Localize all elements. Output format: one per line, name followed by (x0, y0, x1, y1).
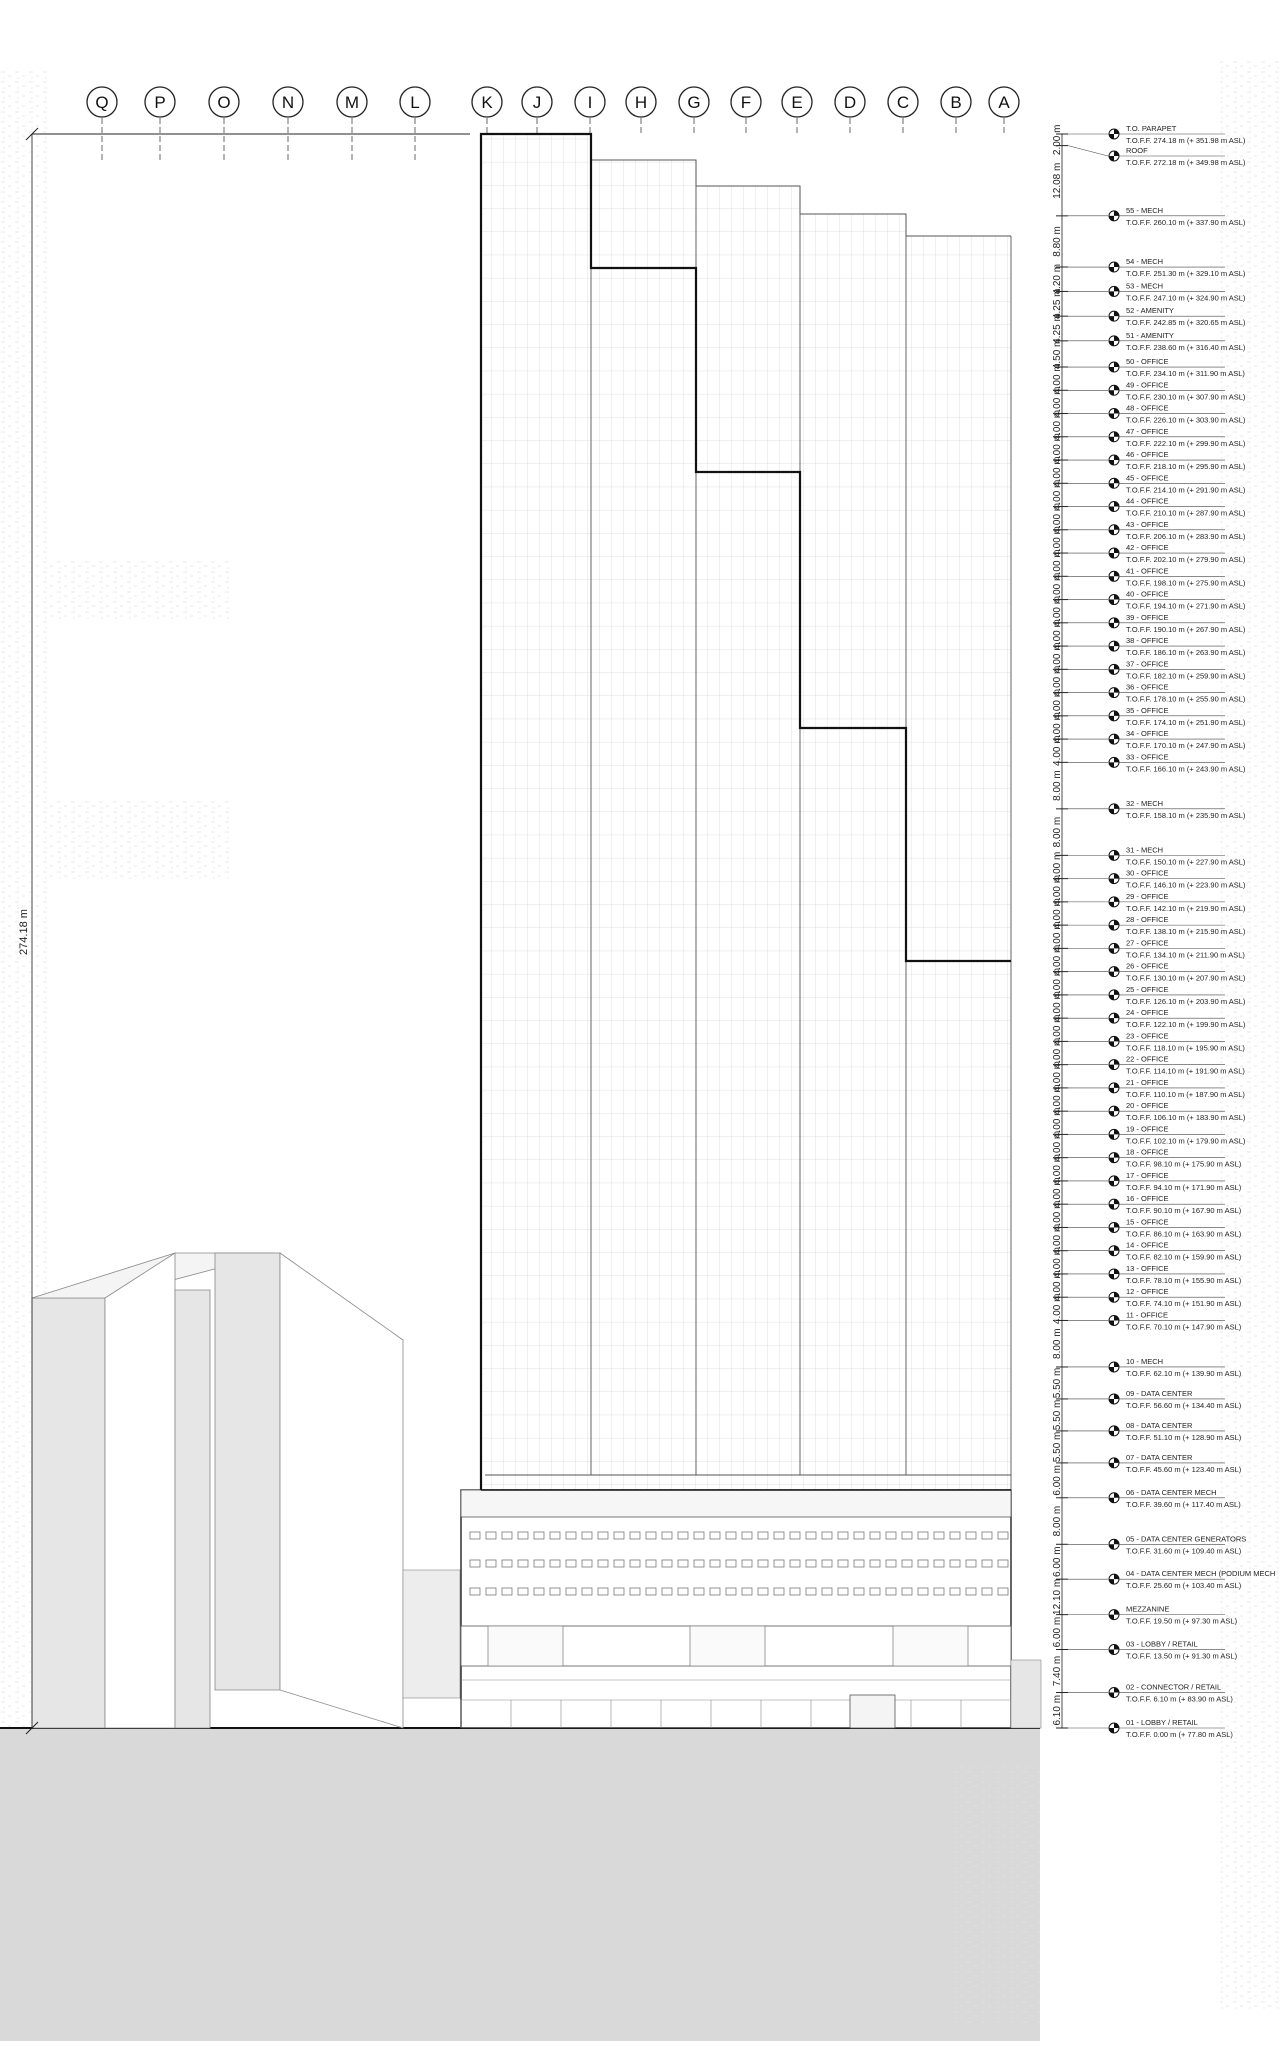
level-elevation: T.O.F.F. 198.10 m (+ 275.90 m ASL) (1126, 578, 1246, 588)
level-name: 07 - DATA CENTER (1126, 1452, 1193, 1462)
level-elevation: T.O.F.F. 274.18 m (+ 351.98 m ASL) (1126, 136, 1246, 145)
level-elevation: T.O.F.F. 210.10 m (+ 287.90 m ASL) (1126, 508, 1246, 518)
level-dimension: 4.00 m (1052, 363, 1063, 394)
level-dimension: 4.00 m (1052, 898, 1063, 929)
grid-label: K (481, 93, 493, 112)
level-name: 09 - DATA CENTER (1126, 1388, 1193, 1398)
level-name: ROOF (1126, 146, 1148, 155)
grid-bubble-e (782, 87, 812, 134)
level-dimension: 4.00 m (1052, 1270, 1063, 1301)
level-dimension: 4.00 m (1052, 526, 1063, 557)
grid-label: L (410, 93, 420, 112)
level-marker (1052, 206, 1246, 257)
level-elevation: T.O.F.F. 126.10 m (+ 203.90 m ASL) (1126, 996, 1246, 1006)
level-elevation: T.O.F.F. 39.60 m (+ 117.40 m ASL) (1126, 1499, 1241, 1509)
level-elevation: T.O.F.F. 62.10 m (+ 139.90 m ASL) (1126, 1368, 1242, 1378)
grid-label: F (740, 93, 752, 112)
level-name: 45 - OFFICE (1126, 473, 1169, 483)
grid-bubble-i (575, 87, 605, 134)
level-elevation: T.O.F.F. 142.10 m (+ 219.90 m ASL) (1126, 903, 1246, 913)
level-name: 31 - MECH (1126, 845, 1164, 855)
level-dimension: 4.00 m (1052, 1293, 1063, 1325)
level-dimension: 4.00 m (1052, 479, 1063, 511)
grid-bubble-f (731, 87, 761, 134)
level-elevation: T.O.F.F. 56.60 m (+ 134.40 m ASL) (1126, 1400, 1242, 1410)
level-name: MEZZANINE (1126, 1604, 1170, 1614)
level-elevation: T.O.F.F. 272.18 m (+ 349.98 m ASL) (1126, 158, 1246, 167)
level-dimension: 4.00 m (1052, 921, 1063, 953)
level-name: 08 - DATA CENTER (1126, 1420, 1193, 1430)
level-name: T.O. PARAPET (1126, 124, 1177, 133)
grid-bubble-d (835, 87, 865, 134)
level-elevation: T.O.F.F. 150.10 m (+ 227.90 m ASL) (1126, 857, 1246, 867)
level-elevation: T.O.F.F. 194.10 m (+ 271.90 m ASL) (1126, 601, 1246, 611)
level-dimension: 4.00 m (1052, 665, 1063, 697)
level-elevation: T.O.F.F. 170.10 m (+ 247.90 m ASL) (1126, 741, 1246, 751)
grid-bubble-a (989, 87, 1019, 134)
level-name: 27 - OFFICE (1126, 938, 1169, 948)
level-dimension: 8.00 m (1052, 1328, 1063, 1360)
level-name: 39 - OFFICE (1126, 612, 1169, 622)
level-name: 43 - OFFICE (1126, 519, 1169, 529)
level-marker (1052, 124, 1246, 155)
level-name: 47 - OFFICE (1126, 426, 1169, 436)
level-elevation: T.O.F.F. 102.10 m (+ 179.90 m ASL) (1126, 1136, 1246, 1146)
level-dimension: 4.00 m (1052, 1247, 1063, 1278)
level-elevation: T.O.F.F. 214.10 m (+ 291.90 m ASL) (1126, 485, 1246, 495)
level-elevation: T.O.F.F. 82.10 m (+ 159.90 m ASL) (1126, 1252, 1242, 1262)
level-dimension: 4.00 m (1052, 1037, 1063, 1069)
level-elevation: T.O.F.F. 94.10 m (+ 171.90 m ASL) (1126, 1182, 1242, 1192)
level-dimension: 8.80 m (1052, 226, 1063, 257)
level-elevation: T.O.F.F. 202.10 m (+ 279.90 m ASL) (1126, 555, 1246, 565)
level-dimension: 4.25 m (1052, 313, 1063, 344)
entrance-door (850, 1695, 895, 1728)
neighbor-building (32, 1298, 105, 1728)
grid-bubble-g (679, 87, 709, 134)
grid-label: E (791, 93, 803, 112)
level-dimension: 4.50 m (1052, 338, 1063, 370)
level-name: 12 - OFFICE (1126, 1287, 1169, 1297)
level-name: 02 - CONNECTOR / RETAIL (1126, 1682, 1222, 1692)
level-dimension: 8.00 m (1052, 770, 1063, 801)
podium (461, 1490, 1041, 1728)
level-name: 50 - OFFICE (1126, 357, 1169, 367)
level-name: 54 - MECH (1126, 257, 1164, 267)
level-elevation: T.O.F.F. 45.60 m (+ 123.40 m ASL) (1126, 1464, 1242, 1474)
level-dimension: 4.25 m (1052, 288, 1063, 320)
level-name: 30 - OFFICE (1126, 868, 1169, 878)
grid-label: P (154, 93, 166, 112)
level-dimension: 4.00 m (1052, 502, 1063, 534)
level-elevation: T.O.F.F. 130.10 m (+ 207.90 m ASL) (1126, 973, 1246, 983)
level-elevation: T.O.F.F. 114.10 m (+ 191.90 m ASL) (1126, 1066, 1245, 1076)
level-name: 40 - OFFICE (1126, 589, 1169, 599)
level-elevation: T.O.F.F. 98.10 m (+ 175.90 m ASL) (1126, 1159, 1242, 1169)
level-elevation: T.O.F.F. 178.10 m (+ 255.90 m ASL) (1126, 694, 1246, 704)
level-dimension: 4.00 m (1052, 456, 1063, 487)
level-name: 21 - OFFICE (1126, 1077, 1169, 1087)
level-name: 04 - DATA CENTER MECH (PODIUM MECH (1126, 1569, 1276, 1579)
level-name: 10 - MECH (1126, 1356, 1164, 1366)
level-elevation: T.O.F.F. 78.10 m (+ 155.90 m ASL) (1126, 1275, 1242, 1285)
level-dimension: 4.00 m (1052, 642, 1063, 673)
level-elevation: T.O.F.F. 222.10 m (+ 299.90 m ASL) (1126, 438, 1246, 448)
ground-texture (950, 1765, 1040, 2025)
level-dimension: 4.00 m (1052, 1223, 1063, 1255)
level-dimension: 6.10 m (1052, 1694, 1063, 1726)
level-name: 23 - OFFICE (1126, 1031, 1169, 1041)
neighbor-building-face (280, 1253, 403, 1728)
grid-label: O (217, 93, 231, 112)
level-name: 29 - OFFICE (1126, 891, 1169, 901)
level-dimension: 6.00 m (1052, 1546, 1063, 1578)
level-elevation: T.O.F.F. 206.10 m (+ 283.90 m ASL) (1126, 531, 1246, 541)
podium-top-band (461, 1490, 1011, 1517)
level-name: 05 - DATA CENTER GENERATORS (1126, 1534, 1247, 1544)
level-name: 32 - MECH (1126, 798, 1164, 808)
level-dimension: 2.00 m (1052, 124, 1063, 156)
level-name: 26 - OFFICE (1126, 961, 1169, 971)
grid-bubble-q (87, 87, 117, 160)
level-dimension: 4.00 m (1052, 595, 1063, 627)
level-elevation: T.O.F.F. 134.10 m (+ 211.90 m ASL) (1126, 950, 1245, 960)
level-elevation: T.O.F.F. 186.10 m (+ 263.90 m ASL) (1126, 648, 1246, 658)
level-elevation: T.O.F.F. 238.60 m (+ 316.40 m ASL) (1126, 342, 1246, 352)
podium-outline (461, 1490, 1011, 1728)
level-marker (1052, 1310, 1242, 1359)
level-dimension: 4.00 m (1052, 572, 1063, 604)
level-elevation: T.O.F.F. 226.10 m (+ 303.90 m ASL) (1126, 415, 1246, 425)
level-name: 20 - OFFICE (1126, 1101, 1169, 1111)
level-name: 24 - OFFICE (1126, 1008, 1169, 1018)
level-name: 15 - OFFICE (1126, 1217, 1169, 1227)
level-dimension: 4.00 m (1052, 619, 1063, 650)
level-name: 11 - OFFICE (1126, 1310, 1168, 1320)
grid-label: Q (95, 93, 109, 112)
level-name: 36 - OFFICE (1126, 682, 1169, 692)
level-elevation: T.O.F.F. 146.10 m (+ 223.90 m ASL) (1126, 880, 1246, 890)
overall-height-label: 274.18 m (18, 909, 30, 955)
grid-bubble-o (209, 87, 239, 160)
level-dimension: 4.00 m (1052, 1060, 1063, 1092)
level-dimension: 8.00 m (1052, 1505, 1063, 1537)
tower (481, 134, 1011, 1490)
level-elevation: T.O.F.F. 51.10 m (+ 128.90 m ASL) (1126, 1432, 1242, 1442)
level-dimension: 4.00 m (1052, 1130, 1063, 1162)
level-dimension: 4.00 m (1052, 1177, 1063, 1208)
level-name: 17 - OFFICE (1126, 1170, 1169, 1180)
level-elevation: T.O.F.F. 242.85 m (+ 320.65 m ASL) (1126, 318, 1246, 328)
grid-bubble-n (273, 87, 303, 160)
neighbor-building-face (105, 1253, 175, 1728)
level-elevation: T.O.F.F. 19.50 m (+ 97.30 m ASL) (1126, 1616, 1238, 1626)
level-name: 38 - OFFICE (1126, 636, 1169, 646)
level-dimension: 12.08 m (1052, 162, 1063, 199)
level-name: 16 - OFFICE (1126, 1194, 1169, 1204)
level-dimension: 4.00 m (1052, 1200, 1063, 1232)
bg-texture-right (1220, 60, 1280, 2010)
level-dimension: 4.00 m (1052, 688, 1063, 720)
level-dimension: 4.00 m (1052, 1084, 1063, 1115)
level-elevation: T.O.F.F. 182.10 m (+ 259.90 m ASL) (1126, 671, 1246, 681)
neighbor-building (175, 1290, 210, 1728)
level-elevation: T.O.F.F. 158.10 m (+ 235.90 m ASL) (1126, 810, 1246, 820)
level-dimension: 4.00 m (1052, 1154, 1063, 1185)
neighbor-building (215, 1253, 280, 1690)
level-marker (1052, 146, 1246, 199)
grid-label: I (587, 93, 593, 112)
ground-section (0, 1728, 1040, 2041)
grid-label: J (532, 93, 542, 112)
grid-bubble-h (626, 87, 656, 134)
level-elevation: T.O.F.F. 0.00 m (+ 77.80 m ASL) (1126, 1730, 1233, 1739)
level-elevation: T.O.F.F. 174.10 m (+ 251.90 m ASL) (1126, 717, 1246, 727)
level-elevation: T.O.F.F. 166.10 m (+ 243.90 m ASL) (1126, 764, 1246, 774)
grid-bubble-c (888, 87, 918, 134)
level-marker (1052, 1488, 1241, 1537)
level-dimension: 4.00 m (1052, 433, 1063, 464)
level-name: 49 - OFFICE (1126, 380, 1169, 390)
level-name: 01 - LOBBY / RETAIL (1126, 1718, 1198, 1727)
bg-texture-patch (50, 800, 230, 880)
level-name: 33 - OFFICE (1126, 752, 1169, 762)
curtain-wall-grid (481, 134, 1010, 1490)
level-dimension: 4.00 m (1052, 549, 1063, 580)
level-name: 48 - OFFICE (1126, 403, 1169, 413)
level-dimension: 4.00 m (1052, 409, 1063, 441)
grid-label: B (950, 93, 962, 112)
level-elevation: T.O.F.F. 122.10 m (+ 199.90 m ASL) (1126, 1020, 1246, 1030)
level-marker (1052, 752, 1246, 801)
level-elevation: T.O.F.F. 110.10 m (+ 187.90 m ASL) (1126, 1089, 1245, 1099)
connector-bridge (403, 1570, 460, 1698)
neighbor-buildings (32, 1253, 460, 1728)
level-name: 51 - AMENITY (1126, 330, 1174, 340)
grid-bubble-l (400, 87, 430, 160)
level-dimension: 4.00 m (1052, 735, 1063, 767)
level-elevation: T.O.F.F. 86.10 m (+ 163.90 m ASL) (1126, 1229, 1242, 1239)
level-elevation: T.O.F.F. 70.10 m (+ 147.90 m ASL) (1126, 1322, 1242, 1332)
level-name: 41 - OFFICE (1126, 566, 1169, 576)
level-marker (1052, 1640, 1238, 1687)
level-dimension: 5.50 m (1052, 1367, 1063, 1399)
level-dimension: 7.40 m (1052, 1655, 1063, 1687)
level-dimension: 4.20 m (1052, 263, 1063, 295)
level-dimension: 4.00 m (1052, 1014, 1063, 1046)
level-elevation: T.O.F.F. 247.10 m (+ 324.90 m ASL) (1126, 293, 1246, 303)
level-elevation: T.O.F.F. 218.10 m (+ 295.90 m ASL) (1126, 462, 1246, 472)
level-dimension: 6.00 m (1052, 1465, 1063, 1496)
grid-bubble-j (522, 87, 552, 134)
level-name: 52 - AMENITY (1126, 306, 1174, 316)
level-name: 25 - OFFICE (1126, 984, 1169, 994)
level-name: 03 - LOBBY / RETAIL (1126, 1639, 1198, 1649)
podium-side-annex (1011, 1660, 1041, 1728)
level-elevation: T.O.F.F. 25.60 m (+ 103.40 m ASL) (1126, 1581, 1242, 1591)
grid-bubble-m (337, 87, 367, 160)
grid-label: G (687, 93, 701, 112)
level-name: 44 - OFFICE (1126, 496, 1169, 506)
level-dimension: 4.00 m (1052, 944, 1063, 976)
level-elevation: T.O.F.F. 6.10 m (+ 83.90 m ASL) (1126, 1694, 1233, 1704)
bg-texture-patch (50, 560, 230, 620)
level-elevation: T.O.F.F. 234.10 m (+ 311.90 m ASL) (1126, 369, 1245, 379)
level-name: 13 - OFFICE (1126, 1263, 1169, 1273)
level-name: 06 - DATA CENTER MECH (1126, 1487, 1217, 1497)
level-elevation: T.O.F.F. 31.60 m (+ 109.40 m ASL) (1126, 1546, 1242, 1556)
level-elevation: T.O.F.F. 118.10 m (+ 195.90 m ASL) (1126, 1043, 1245, 1053)
level-dimension: 8.00 m (1052, 816, 1063, 848)
podium-bay (488, 1626, 563, 1666)
level-dimension: 4.00 m (1052, 1107, 1063, 1139)
level-elevation: T.O.F.F. 251.30 m (+ 329.10 m ASL) (1126, 269, 1246, 279)
level-name: 22 - OFFICE (1126, 1054, 1169, 1064)
grid-bubble-b (941, 87, 971, 134)
level-elevation: T.O.F.F. 230.10 m (+ 307.90 m ASL) (1126, 392, 1246, 402)
level-dimension: 12.10 m (1052, 1578, 1063, 1615)
level-dimension: 5.50 m (1052, 1399, 1063, 1431)
grid-bubble-p (145, 87, 175, 160)
grid-label: A (998, 93, 1010, 112)
level-marker (1052, 799, 1246, 848)
level-elevation: T.O.F.F. 13.50 m (+ 91.30 m ASL) (1126, 1651, 1238, 1661)
level-name: 55 - MECH (1126, 205, 1164, 215)
grid-bubble-k (472, 87, 502, 134)
level-name: 28 - OFFICE (1126, 915, 1169, 925)
grid-label: N (281, 93, 295, 112)
level-name: 53 - MECH (1126, 281, 1164, 291)
level-name: 34 - OFFICE (1126, 729, 1169, 739)
grid-label: M (344, 93, 360, 112)
level-marker (1056, 1718, 1233, 1739)
podium-bay (690, 1626, 765, 1666)
level-dimension: 4.00 m (1052, 386, 1063, 418)
level-dimension: 4.00 m (1052, 967, 1063, 999)
grid-label: C (896, 93, 910, 112)
level-elevation: T.O.F.F. 90.10 m (+ 167.90 m ASL) (1126, 1206, 1242, 1216)
level-elevation: T.O.F.F. 74.10 m (+ 151.90 m ASL) (1126, 1299, 1242, 1309)
level-name: 35 - OFFICE (1126, 705, 1169, 715)
leader-line (1068, 146, 1108, 156)
podium-bay (893, 1626, 968, 1666)
level-elevation: T.O.F.F. 106.10 m (+ 183.90 m ASL) (1126, 1113, 1246, 1123)
level-dimension: 4.00 m (1052, 991, 1063, 1022)
level-dimension: 4.00 m (1052, 712, 1063, 743)
level-name: 18 - OFFICE (1126, 1147, 1169, 1157)
level-name: 19 - OFFICE (1126, 1124, 1169, 1134)
level-dimension: 4.00 m (1052, 874, 1063, 906)
level-dimension: 5.50 m (1052, 1431, 1063, 1463)
level-name: 14 - OFFICE (1126, 1240, 1169, 1250)
level-elevation: T.O.F.F. 190.10 m (+ 267.90 m ASL) (1126, 624, 1246, 634)
grid-label: H (634, 93, 648, 112)
level-elevation: T.O.F.F. 260.10 m (+ 337.90 m ASL) (1126, 217, 1246, 227)
level-dimension: 6.00 m (1052, 1616, 1063, 1648)
level-name: 42 - OFFICE (1126, 543, 1169, 553)
level-elevation: T.O.F.F. 138.10 m (+ 215.90 m ASL) (1126, 927, 1246, 937)
level-dimension: 4.00 m (1052, 851, 1063, 883)
level-name: 46 - OFFICE (1126, 450, 1169, 460)
level-name: 37 - OFFICE (1126, 659, 1169, 669)
grid-label: D (843, 93, 857, 112)
